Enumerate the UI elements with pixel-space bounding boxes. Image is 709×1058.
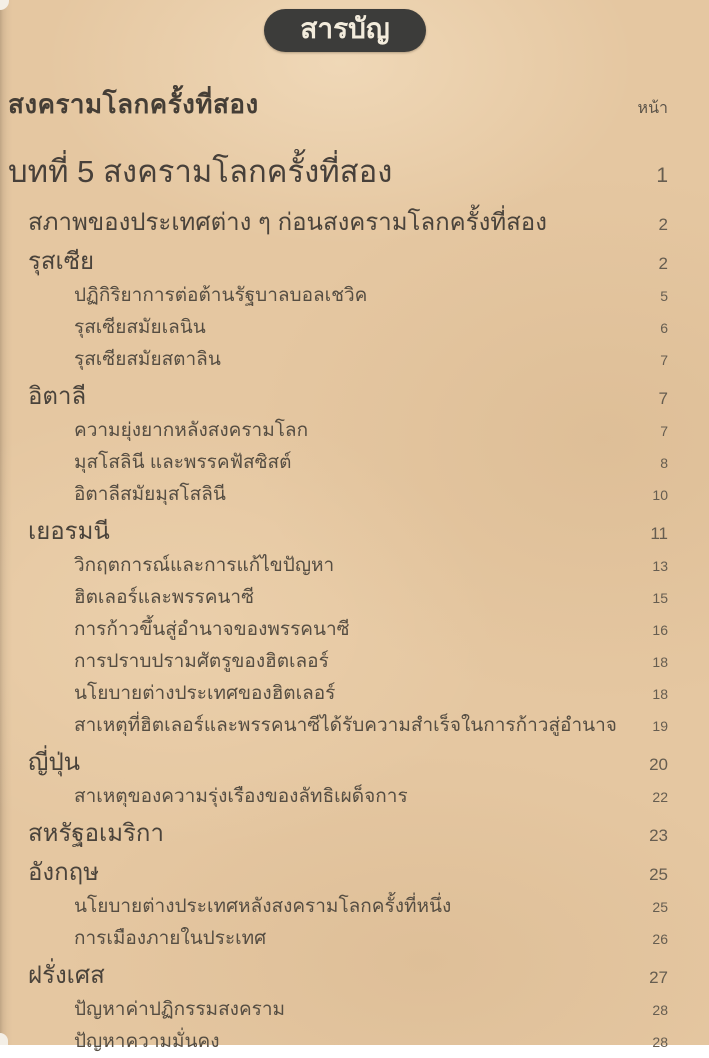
toc-title-badge bbox=[264, 9, 426, 52]
toc-entry-page-number: 7 bbox=[660, 352, 668, 368]
toc-entry bbox=[0, 312, 709, 344]
toc-entry-label: สาเหตุของความรุ่งเรืองของลัทธิเผด็จการ bbox=[74, 786, 408, 807]
toc-entry-page-number: 13 bbox=[652, 558, 668, 574]
toc-entry-label: ญี่ปุ่น bbox=[28, 749, 81, 776]
toc-title: สารบัญ bbox=[300, 12, 390, 44]
toc-entry bbox=[0, 813, 709, 852]
toc-entry-page-number: 26 bbox=[652, 931, 668, 947]
scan-corner-top-left bbox=[0, 0, 9, 10]
toc-entry-label: ฝรั่งเศส bbox=[28, 962, 105, 989]
toc-list bbox=[0, 146, 709, 1058]
toc-entry bbox=[0, 550, 709, 582]
toc-entry-label: รุสเซียสมัยเลนิน bbox=[74, 317, 206, 338]
toc-entry bbox=[0, 955, 709, 994]
toc-entry-page-number: 11 bbox=[650, 524, 668, 543]
toc-entry-label: ปฏิกิริยาการต่อต้านรัฐบาลบอลเชวิค bbox=[74, 285, 368, 306]
toc-entry bbox=[0, 646, 709, 678]
toc-entry-page-number: 8 bbox=[660, 455, 668, 471]
toc-entry-label: วิกฤตการณ์และการแก้ไขปัญหา bbox=[74, 555, 335, 576]
toc-entry-label: บทที่ 5 สงครามโลกครั้งที่สอง bbox=[8, 154, 393, 189]
toc-entry bbox=[0, 241, 709, 280]
toc-entry-page-number: 2 bbox=[658, 215, 668, 234]
toc-entry-page-number: 27 bbox=[649, 968, 668, 987]
toc-entry-page-number: 2 bbox=[658, 254, 668, 273]
toc-entry-page-number: 10 bbox=[652, 487, 668, 503]
toc-entry bbox=[0, 994, 709, 1026]
toc-entry-label: อิตาลี bbox=[28, 383, 87, 410]
toc-entry-label: รุสเซีย bbox=[28, 248, 95, 275]
toc-entry-page-number: 1 bbox=[656, 164, 668, 187]
toc-entry-page-number: 7 bbox=[660, 423, 668, 439]
toc-entry-page-number: 5 bbox=[660, 288, 668, 304]
toc-entry-page-number: 7 bbox=[658, 389, 668, 408]
toc-entry-label: การก้าวขึ้นสู่อำนาจของพรรคนาซี bbox=[74, 619, 350, 640]
toc-entry bbox=[0, 280, 709, 312]
toc-entry bbox=[0, 511, 709, 550]
toc-entry-page-number: 18 bbox=[652, 686, 668, 702]
toc-entry-label: นโยบายต่างประเทศของฮิตเลอร์ bbox=[74, 683, 336, 704]
toc-entry bbox=[0, 614, 709, 646]
toc-entry bbox=[0, 582, 709, 614]
toc-entry-label: อิตาลีสมัยมุสโสลินี bbox=[74, 484, 226, 505]
toc-entry bbox=[0, 1026, 709, 1058]
toc-entry-page-number: 16 bbox=[652, 622, 668, 638]
toc-entry-page-number: 23 bbox=[649, 826, 668, 845]
toc-entry-label: ฮิตเลอร์และพรรคนาซี bbox=[74, 587, 254, 608]
toc-entry bbox=[0, 678, 709, 710]
page-column-label: หน้า bbox=[637, 100, 668, 117]
toc-entry-page-number: 6 bbox=[660, 320, 668, 336]
toc-entry-label: การเมืองภายในประเทศ bbox=[74, 928, 267, 949]
toc-entry-label: นโยบายต่างประเทศหลังสงครามโลกครั้งที่หนึ่ง bbox=[74, 896, 452, 917]
toc-entry-page-number: 18 bbox=[652, 654, 668, 670]
toc-entry bbox=[0, 146, 709, 202]
toc-entry-label: ปัญหาความมั่นคง bbox=[74, 1031, 220, 1052]
toc-entry-label: สหรัฐอเมริกา bbox=[28, 820, 164, 847]
toc-entry bbox=[0, 202, 709, 241]
toc-entry-page-number: 25 bbox=[649, 865, 668, 884]
toc-entry-label: รุสเซียสมัยสตาลิน bbox=[74, 349, 221, 370]
toc-entry-page-number: 22 bbox=[652, 789, 668, 805]
toc-entry-label: สภาพของประเทศต่าง ๆ ก่อนสงครามโลกครั้งที่สอง bbox=[28, 209, 547, 236]
toc-entry-page-number: 20 bbox=[649, 755, 668, 774]
toc-entry-label: มุสโสลินี และพรรคฟัสซิสต์ bbox=[74, 452, 292, 473]
toc-entry bbox=[0, 781, 709, 813]
toc-header-row bbox=[0, 84, 709, 130]
section-title: สงครามโลกครั้งที่สอง bbox=[8, 89, 259, 119]
toc-entry-label: อังกฤษ bbox=[28, 859, 100, 886]
toc-entry bbox=[0, 415, 709, 447]
toc-entry-label: เยอรมนี bbox=[28, 518, 110, 545]
toc-entry bbox=[0, 710, 709, 742]
toc-entry-label: ความยุ่งยากหลังสงครามโลก bbox=[74, 420, 309, 441]
toc-entry bbox=[0, 852, 709, 891]
toc-entry-page-number: 28 bbox=[652, 1034, 668, 1050]
toc-entry-page-number: 15 bbox=[652, 590, 668, 606]
toc-entry-label: ปัญหาค่าปฏิกรรมสงคราม bbox=[74, 999, 286, 1020]
toc-entry bbox=[0, 742, 709, 781]
toc-entry bbox=[0, 376, 709, 415]
toc-entry bbox=[0, 447, 709, 479]
toc-entry-page-number: 25 bbox=[652, 899, 668, 915]
toc-entry bbox=[0, 344, 709, 376]
toc-entry-page-number: 28 bbox=[652, 1002, 668, 1018]
toc-entry bbox=[0, 923, 709, 955]
toc-entry-page-number: 19 bbox=[652, 718, 668, 734]
toc-entry bbox=[0, 479, 709, 511]
toc-entry-label: การปราบปรามศัตรูของฮิตเลอร์ bbox=[74, 651, 329, 672]
toc-entry bbox=[0, 891, 709, 923]
table-of-contents bbox=[0, 84, 709, 1058]
toc-entry-label: สาเหตุที่ฮิตเลอร์และพรรคนาซีได้รับความสำเร็จในการก้าวสู่อำนาจ bbox=[74, 715, 617, 736]
